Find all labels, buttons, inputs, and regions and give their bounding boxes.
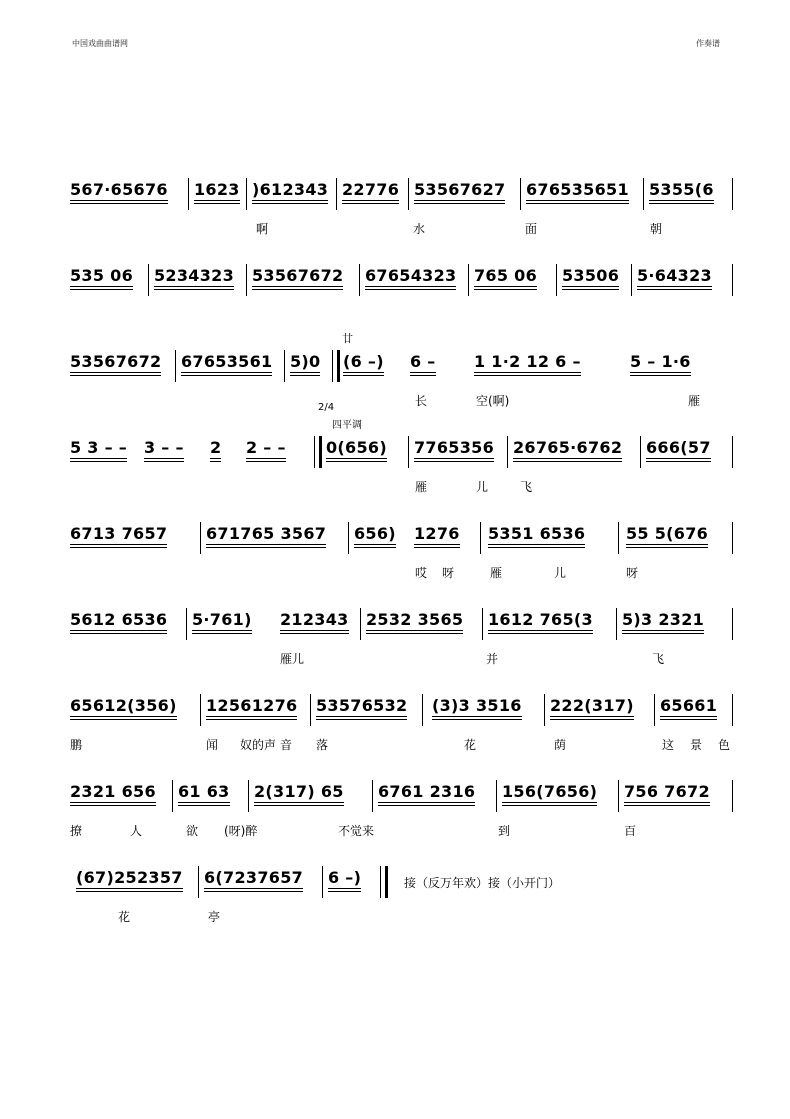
bar-line bbox=[336, 178, 337, 210]
lyric: 并 bbox=[486, 652, 499, 666]
lyric: 音 bbox=[280, 738, 293, 752]
bar-line bbox=[359, 264, 360, 296]
lyric: 到 bbox=[498, 824, 511, 838]
measure: 53567627 bbox=[414, 180, 505, 206]
measure: 0(656) bbox=[326, 438, 387, 464]
bar-line bbox=[422, 694, 423, 726]
bar-line bbox=[732, 178, 733, 210]
measure: 6761 2316 bbox=[378, 782, 475, 808]
bar-line bbox=[200, 522, 201, 554]
bar-line bbox=[360, 608, 361, 640]
double-bar-line bbox=[314, 436, 322, 468]
bar-line bbox=[200, 694, 201, 726]
lyric: 不觉来 bbox=[338, 824, 375, 838]
lyric: 长 bbox=[415, 394, 428, 408]
lyric: 飞 bbox=[520, 480, 533, 494]
bar-line bbox=[284, 350, 285, 382]
lyric: 景 bbox=[690, 738, 703, 752]
bar-line bbox=[732, 780, 733, 812]
lyric: 面 bbox=[525, 222, 538, 236]
measure: 2(317) 65 bbox=[254, 782, 344, 808]
bar-line bbox=[496, 780, 497, 812]
measure: 22776 bbox=[342, 180, 399, 206]
measure: 12561276 bbox=[206, 696, 297, 722]
measure: 67653561 bbox=[181, 352, 272, 378]
measure: 756 7672 bbox=[624, 782, 710, 808]
measure: 61 63 bbox=[178, 782, 230, 808]
measure: 6(7237657 bbox=[204, 868, 303, 894]
measure: 1623 bbox=[194, 180, 240, 206]
measure: 26765·6762 bbox=[513, 438, 622, 464]
time-signature: 2/4 bbox=[318, 402, 335, 413]
measure: 5355(6 bbox=[649, 180, 714, 206]
lyric: 雁 bbox=[688, 394, 701, 408]
measure: 666(57 bbox=[646, 438, 711, 464]
lyric: 鹏 bbox=[70, 738, 83, 752]
score-line-8 bbox=[70, 782, 734, 838]
bar-line bbox=[172, 780, 173, 812]
measure: )612343 bbox=[252, 180, 328, 206]
lyric: 空(啊) bbox=[476, 394, 510, 408]
measure: 2 bbox=[210, 438, 221, 464]
bar-line bbox=[732, 608, 733, 640]
measure: 156(7656) bbox=[502, 782, 597, 808]
measure: 5)3 2321 bbox=[622, 610, 704, 636]
score-type: 作奏谱 bbox=[696, 39, 720, 48]
lyric: 呀 bbox=[626, 566, 639, 580]
bar-line bbox=[480, 522, 481, 554]
measure: (67)252357 bbox=[76, 868, 183, 894]
bar-line bbox=[556, 264, 557, 296]
lyric: 哎 bbox=[415, 566, 428, 580]
lyric: 花 bbox=[118, 910, 131, 924]
lyric: 闻 bbox=[206, 738, 219, 752]
lyric: 这 bbox=[662, 738, 675, 752]
measure: 2532 3565 bbox=[366, 610, 463, 636]
final-bar-line bbox=[380, 866, 388, 898]
bar-line bbox=[616, 608, 617, 640]
lyric: 儿 bbox=[476, 480, 489, 494]
bar-line bbox=[544, 694, 545, 726]
score-line-1 bbox=[70, 180, 734, 236]
measure: 2321 656 bbox=[70, 782, 156, 808]
score-line-4 bbox=[70, 402, 734, 494]
bar-line bbox=[468, 264, 469, 296]
measure: 535 06 bbox=[70, 266, 133, 292]
bar-line bbox=[643, 178, 644, 210]
lyric: 雁儿 bbox=[280, 652, 305, 666]
measure: 1276 bbox=[414, 524, 460, 550]
lyric: 朝 bbox=[650, 222, 663, 236]
bar-line bbox=[198, 866, 199, 898]
lyric: 撩 bbox=[70, 824, 83, 838]
measure: (3)3 3516 bbox=[432, 696, 522, 722]
measure: 6 –) bbox=[328, 868, 361, 894]
bar-line bbox=[618, 780, 619, 812]
measure: 5)0 bbox=[290, 352, 320, 378]
score-line-9 bbox=[70, 868, 734, 924]
bar-line bbox=[408, 178, 409, 210]
measure: 67654323 bbox=[365, 266, 456, 292]
lyric: 雁 bbox=[415, 480, 428, 494]
lyric: 百 bbox=[624, 824, 637, 838]
lyric: 人 bbox=[130, 824, 143, 838]
bar-line bbox=[732, 694, 733, 726]
measure: 5234323 bbox=[154, 266, 234, 292]
bar-line bbox=[188, 178, 189, 210]
lyric: (呀)醉 bbox=[224, 824, 258, 838]
measure: 55 5(676 bbox=[626, 524, 708, 550]
lyric: 花 bbox=[464, 738, 477, 752]
lyric: 奴的声 bbox=[240, 738, 277, 752]
bar-line bbox=[186, 608, 187, 640]
measure: 6713 7657 bbox=[70, 524, 167, 550]
measure: 65661 bbox=[660, 696, 717, 722]
lyric: 啊 bbox=[256, 222, 269, 236]
free-meter-mark: 廿 bbox=[342, 332, 353, 345]
measure: 765 06 bbox=[474, 266, 537, 292]
bar-line bbox=[732, 522, 733, 554]
measure: 53567672 bbox=[252, 266, 343, 292]
measure: 212343 bbox=[280, 610, 349, 636]
bar-line bbox=[618, 522, 619, 554]
score-line-2 bbox=[70, 266, 734, 296]
measure: 5 – 1·6 bbox=[630, 352, 691, 378]
bar-line bbox=[732, 264, 733, 296]
score-line-5 bbox=[70, 524, 734, 580]
lyric: 儿 bbox=[554, 566, 567, 580]
measure: 671765 3567 bbox=[206, 524, 326, 550]
measure: 5612 6536 bbox=[70, 610, 167, 636]
measure: 656) bbox=[354, 524, 396, 550]
double-bar-line bbox=[332, 350, 340, 382]
bar-line bbox=[631, 264, 632, 296]
bar-line bbox=[482, 608, 483, 640]
score-line-7 bbox=[70, 696, 734, 752]
bar-line bbox=[520, 178, 521, 210]
lyric: 雁 bbox=[490, 566, 503, 580]
bar-line bbox=[348, 522, 349, 554]
lyric: 欲 bbox=[186, 824, 199, 838]
bar-line bbox=[408, 436, 409, 468]
bar-line bbox=[507, 436, 508, 468]
site-name: 中国戏曲曲谱网 bbox=[72, 39, 128, 48]
bar-line bbox=[322, 866, 323, 898]
score-line-6 bbox=[70, 610, 734, 666]
bar-line bbox=[732, 436, 733, 468]
measure: 567·65676 bbox=[70, 180, 168, 206]
bar-line bbox=[372, 780, 373, 812]
measure: 6 – bbox=[410, 352, 436, 378]
lyric: 落 bbox=[316, 738, 329, 752]
bar-line bbox=[640, 436, 641, 468]
measure: 53576532 bbox=[316, 696, 407, 722]
measure: 5·761) bbox=[192, 610, 252, 636]
bar-line bbox=[148, 264, 149, 296]
lyric: 亭 bbox=[208, 910, 221, 924]
measure: 5·64323 bbox=[637, 266, 712, 292]
bar-line bbox=[175, 350, 176, 382]
measure: 53506 bbox=[562, 266, 619, 292]
measure: 676535651 bbox=[526, 180, 629, 206]
mode-label: 四平调 bbox=[332, 420, 362, 431]
lyric: 飞 bbox=[652, 652, 665, 666]
measure: 53567672 bbox=[70, 352, 161, 378]
measure: 1 1·2 12 6 – bbox=[474, 352, 581, 378]
measure: 1612 765(3 bbox=[488, 610, 593, 636]
lyric: 水 bbox=[413, 222, 426, 236]
bar-line bbox=[310, 694, 311, 726]
lyric: 呀 bbox=[442, 566, 455, 580]
measure: 7765356 bbox=[414, 438, 494, 464]
measure: 65612(356) bbox=[70, 696, 177, 722]
bar-line bbox=[246, 178, 247, 210]
performance-note: 接（反万年欢）接（小开门） bbox=[404, 876, 561, 890]
measure: 3 – – bbox=[144, 438, 184, 464]
lyric: 荫 bbox=[554, 738, 567, 752]
bar-line bbox=[654, 694, 655, 726]
lyric: 色 bbox=[718, 738, 731, 752]
measure: (6 –) bbox=[343, 352, 384, 378]
measure: 5 3 – – bbox=[70, 438, 127, 464]
measure: 2 – – bbox=[246, 438, 286, 464]
bar-line bbox=[248, 780, 249, 812]
bar-line bbox=[246, 264, 247, 296]
measure: 222(317) bbox=[550, 696, 634, 722]
measure: 5351 6536 bbox=[488, 524, 585, 550]
